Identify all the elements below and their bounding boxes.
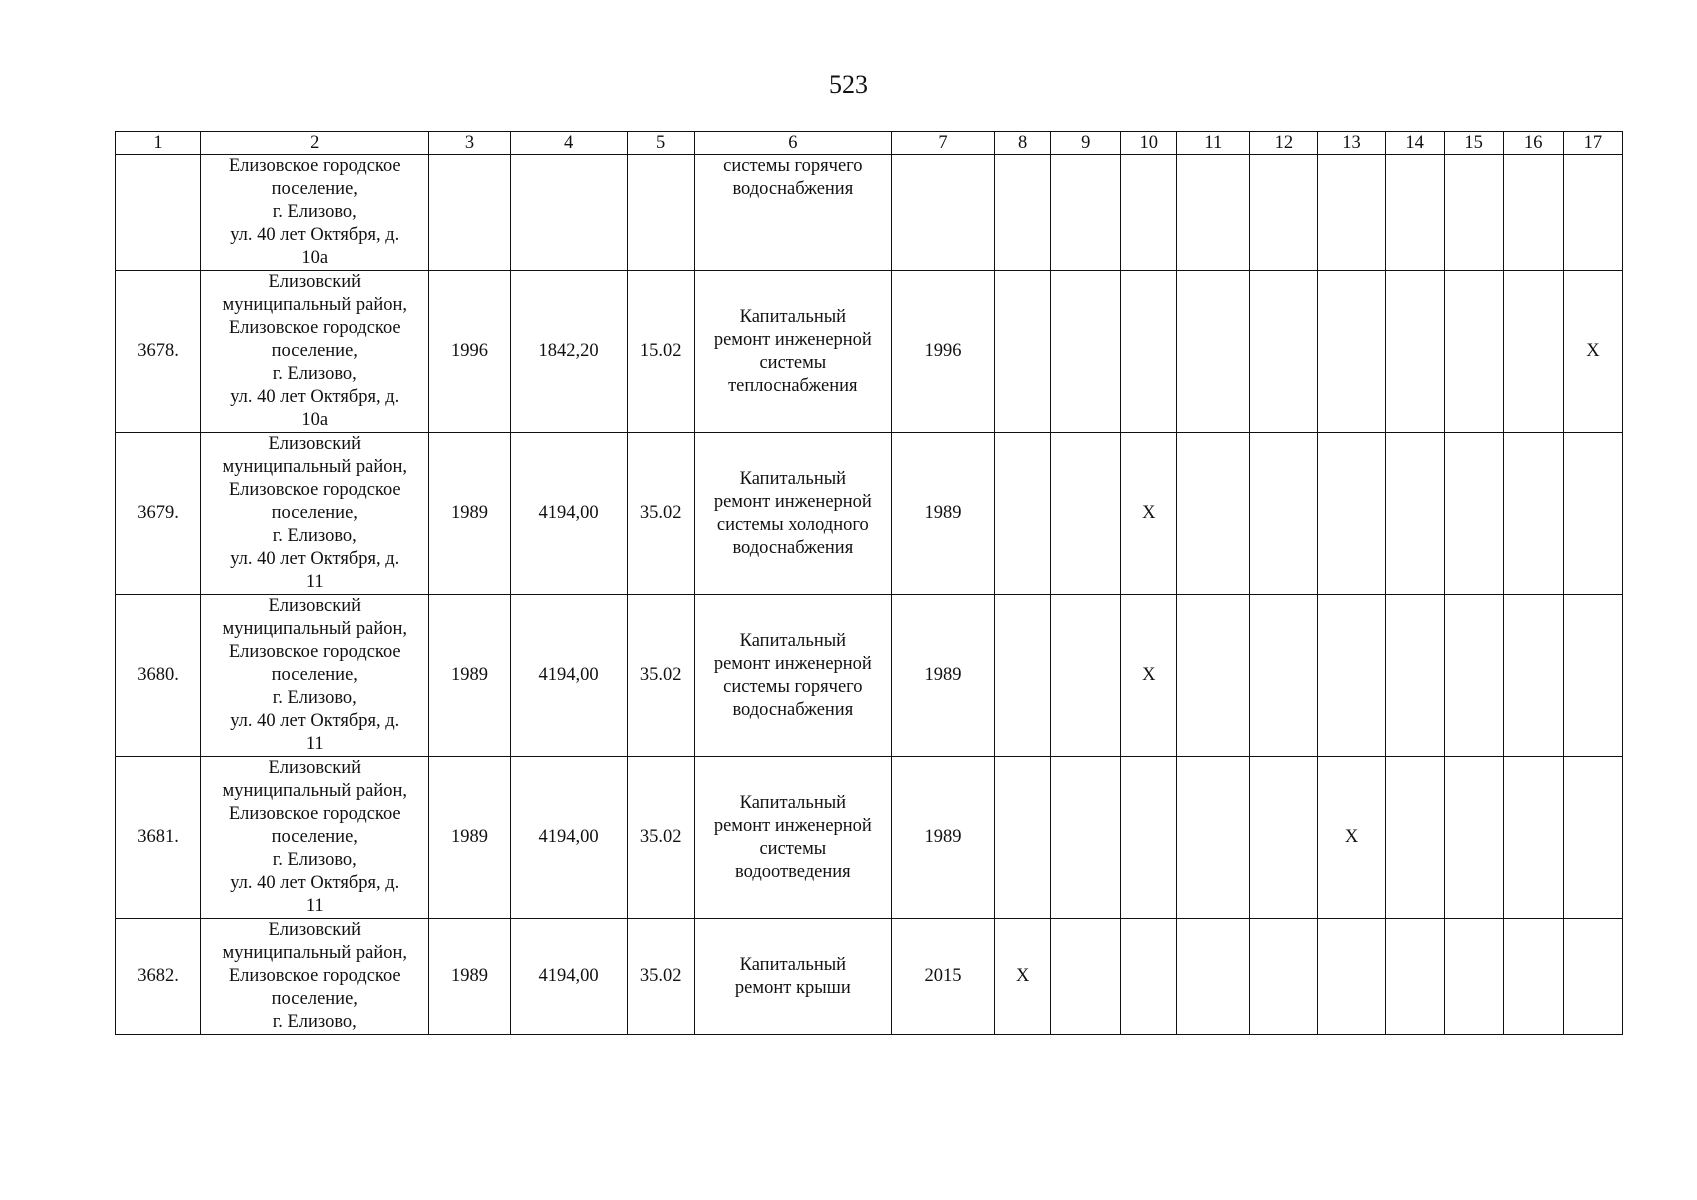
mark-cell-12	[1250, 433, 1318, 595]
address-cell: Елизовский муниципальный район, Елизовское городское поселение, г. Елизово, ул. 40 лет Октября, д. 11	[201, 595, 429, 757]
column-header-8: 8	[995, 132, 1051, 155]
mark-cell-8	[995, 271, 1051, 433]
mark-cell-17	[1563, 919, 1622, 1035]
mark-cell-12	[1250, 155, 1318, 271]
table-row	[116, 757, 1623, 919]
mark-cell-13	[1318, 595, 1385, 757]
row-number: 3680.	[116, 595, 201, 757]
mark-cell-15	[1444, 271, 1503, 433]
mark-cell-11	[1177, 271, 1250, 433]
address-cell: Елизовский муниципальный район, Елизовское городское поселение, г. Елизово, ул. 40 лет Октября, д. 11	[201, 757, 429, 919]
mark-cell-10	[1121, 271, 1177, 433]
column-header-1: 1	[116, 132, 201, 155]
column-header-14: 14	[1385, 132, 1444, 155]
address-cell: Елизовский муниципальный район, Елизовское городское поселение, г. Елизово, ул. 40 лет Октября, д. 11	[201, 433, 429, 595]
mark-cell-15	[1444, 155, 1503, 271]
year-built-cell: 1989	[429, 919, 510, 1035]
area-cell: 4194,00	[510, 757, 627, 919]
work-type-cell: Капитальный ремонт инженерной системы горячего водоснабжения	[694, 595, 891, 757]
mark-cell-17	[1563, 155, 1622, 271]
address-cell: Елизовский муниципальный район, Елизовское городское поселение, г. Елизово,	[201, 919, 429, 1035]
column-header-2: 2	[201, 132, 429, 155]
mark-cell-16	[1503, 271, 1563, 433]
mark-cell-14	[1385, 757, 1444, 919]
mark-cell-9	[1051, 919, 1121, 1035]
year-built-cell: 1989	[429, 757, 510, 919]
column-header-11: 11	[1177, 132, 1250, 155]
mark-cell-14	[1385, 155, 1444, 271]
mark-cell-9	[1051, 155, 1121, 271]
column-header-15: 15	[1444, 132, 1503, 155]
mark-cell-12	[1250, 271, 1318, 433]
work-year-cell: 1996	[891, 271, 994, 433]
work-year-cell: 1989	[891, 433, 994, 595]
area-cell	[510, 155, 627, 271]
mark-cell-8	[995, 433, 1051, 595]
mark-cell-8	[995, 757, 1051, 919]
work-year-cell: 1989	[891, 757, 994, 919]
mark-cell-12	[1250, 757, 1318, 919]
mark-cell-11	[1177, 155, 1250, 271]
mark-cell-9	[1051, 433, 1121, 595]
mark-cell-13: X	[1318, 757, 1385, 919]
column-header-10: 10	[1121, 132, 1177, 155]
year-built-cell: 1996	[429, 271, 510, 433]
wear-cell: 35.02	[627, 433, 694, 595]
mark-cell-10	[1121, 155, 1177, 271]
registry-table	[115, 131, 1623, 1035]
mark-cell-15	[1444, 757, 1503, 919]
column-header-9: 9	[1051, 132, 1121, 155]
row-number: 3679.	[116, 433, 201, 595]
column-header-5: 5	[627, 132, 694, 155]
mark-cell-10	[1121, 919, 1177, 1035]
mark-cell-15	[1444, 919, 1503, 1035]
mark-cell-16	[1503, 155, 1563, 271]
column-header-7: 7	[891, 132, 994, 155]
mark-cell-17	[1563, 433, 1622, 595]
mark-cell-17: X	[1563, 271, 1622, 433]
mark-cell-8	[995, 595, 1051, 757]
mark-cell-14	[1385, 919, 1444, 1035]
column-header-4: 4	[510, 132, 627, 155]
work-year-cell: 2015	[891, 919, 994, 1035]
table-row	[116, 433, 1623, 595]
page-number: 523	[829, 70, 868, 99]
year-built-cell: 1989	[429, 595, 510, 757]
area-cell: 4194,00	[510, 919, 627, 1035]
mark-cell-14	[1385, 271, 1444, 433]
mark-cell-8: X	[995, 919, 1051, 1035]
work-year-cell	[891, 155, 994, 271]
work-type-cell: Капитальный ремонт крыши	[694, 919, 891, 1035]
mark-cell-11	[1177, 919, 1250, 1035]
wear-cell	[627, 155, 694, 271]
work-type-cell: системы горячего водоснабжения	[694, 155, 891, 271]
year-built-cell	[429, 155, 510, 271]
wear-cell: 35.02	[627, 595, 694, 757]
table-row	[116, 155, 1623, 271]
mark-cell-14	[1385, 433, 1444, 595]
row-number: 3681.	[116, 757, 201, 919]
column-header-13: 13	[1318, 132, 1385, 155]
wear-cell: 35.02	[627, 919, 694, 1035]
column-header-17: 17	[1563, 132, 1622, 155]
mark-cell-11	[1177, 757, 1250, 919]
area-cell: 1842,20	[510, 271, 627, 433]
mark-cell-16	[1503, 433, 1563, 595]
mark-cell-13	[1318, 433, 1385, 595]
mark-cell-15	[1444, 433, 1503, 595]
mark-cell-9	[1051, 757, 1121, 919]
mark-cell-9	[1051, 271, 1121, 433]
mark-cell-14	[1385, 595, 1444, 757]
wear-cell: 35.02	[627, 757, 694, 919]
year-built-cell: 1989	[429, 433, 510, 595]
work-type-cell: Капитальный ремонт инженерной системы теплоснабжения	[694, 271, 891, 433]
column-header-12: 12	[1250, 132, 1318, 155]
mark-cell-13	[1318, 271, 1385, 433]
mark-cell-12	[1250, 919, 1318, 1035]
mark-cell-10	[1121, 757, 1177, 919]
mark-cell-13	[1318, 919, 1385, 1035]
work-year-cell: 1989	[891, 595, 994, 757]
row-number: 3682.	[116, 919, 201, 1035]
mark-cell-16	[1503, 919, 1563, 1035]
mark-cell-15	[1444, 595, 1503, 757]
area-cell: 4194,00	[510, 433, 627, 595]
work-type-cell: Капитальный ремонт инженерной системы водоотведения	[694, 757, 891, 919]
mark-cell-8	[995, 155, 1051, 271]
mark-cell-16	[1503, 757, 1563, 919]
row-number: 3678.	[116, 271, 201, 433]
address-cell: Елизовский муниципальный район, Елизовское городское поселение, г. Елизово, ул. 40 лет Октября, д. 10а	[201, 271, 429, 433]
mark-cell-11	[1177, 595, 1250, 757]
column-number-row	[116, 132, 1623, 155]
mark-cell-10: X	[1121, 595, 1177, 757]
table-row	[116, 595, 1623, 757]
mark-cell-13	[1318, 155, 1385, 271]
column-header-6: 6	[694, 132, 891, 155]
mark-cell-11	[1177, 433, 1250, 595]
mark-cell-17	[1563, 595, 1622, 757]
column-header-3: 3	[429, 132, 510, 155]
table-row	[116, 271, 1623, 433]
mark-cell-9	[1051, 595, 1121, 757]
address-cell: Елизовское городское поселение, г. Елизово, ул. 40 лет Октября, д. 10а	[201, 155, 429, 271]
area-cell: 4194,00	[510, 595, 627, 757]
table-row	[116, 919, 1623, 1035]
mark-cell-16	[1503, 595, 1563, 757]
work-type-cell: Капитальный ремонт инженерной системы холодного водоснабжения	[694, 433, 891, 595]
mark-cell-12	[1250, 595, 1318, 757]
column-header-16: 16	[1503, 132, 1563, 155]
row-number	[116, 155, 201, 271]
wear-cell: 15.02	[627, 271, 694, 433]
mark-cell-17	[1563, 757, 1622, 919]
mark-cell-10: X	[1121, 433, 1177, 595]
